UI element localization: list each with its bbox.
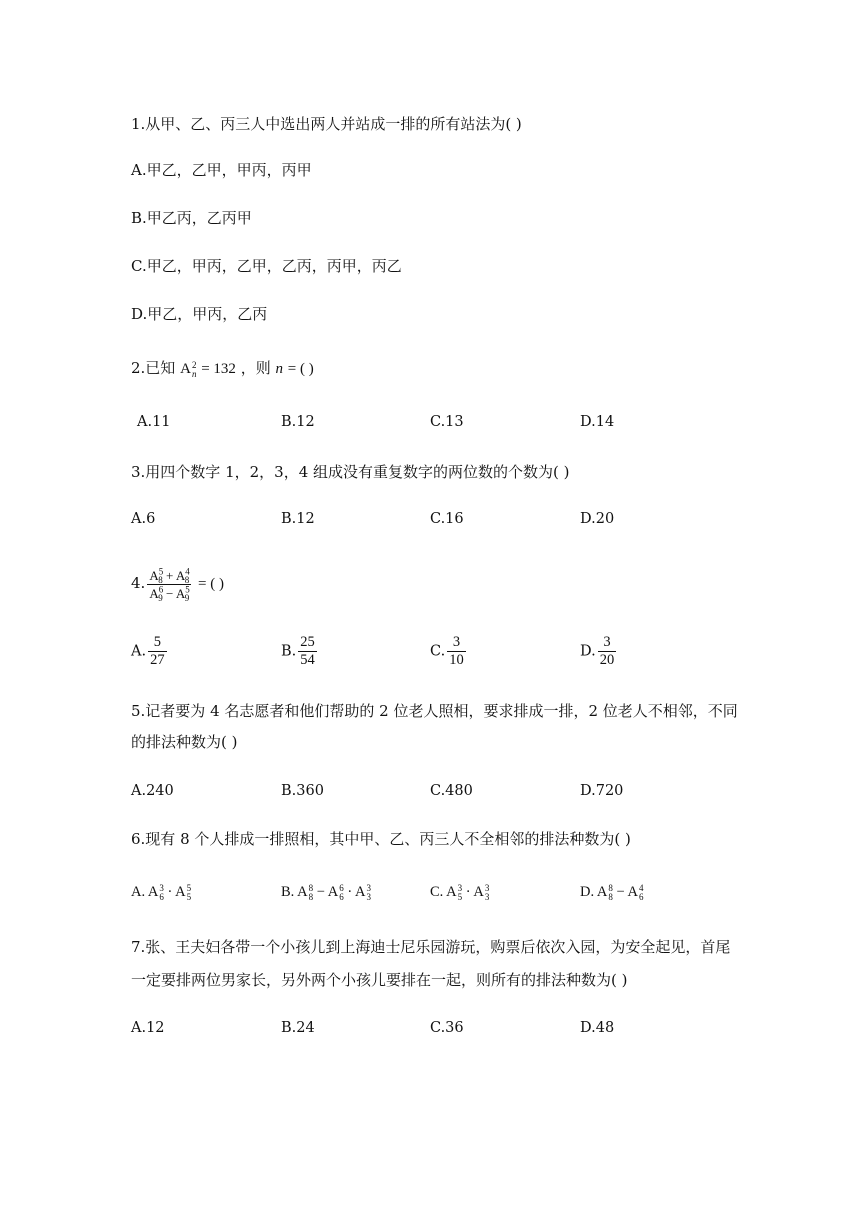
denominator: 54 bbox=[300, 652, 315, 668]
question-7-option-d: D.48 bbox=[580, 1020, 615, 1036]
question-2-option-c: C.13 bbox=[430, 414, 464, 430]
option-label: D. bbox=[580, 884, 595, 900]
question-2-equation: = 132 bbox=[201, 361, 236, 377]
question-6-options bbox=[131, 882, 751, 922]
question-5-option-c: C.480 bbox=[430, 783, 473, 799]
question-4-suffix: = ( ) bbox=[198, 576, 224, 592]
option-label: C. bbox=[430, 643, 446, 660]
question-1-option-b: B.甲乙丙，乙丙甲 bbox=[131, 209, 252, 227]
question-2-suffix: = ( ) bbox=[287, 361, 314, 377]
question-6-option-c: C. A 3 5 · A 3 3 bbox=[430, 882, 490, 902]
denominator: 20 bbox=[599, 652, 615, 668]
question-3-option-a: A.6 bbox=[131, 511, 156, 527]
question-3-stem: 3.用四个数字 1，2，3，4 组成没有重复数字的两位数的个数为( ) bbox=[131, 463, 570, 481]
question-3-option-b: B.12 bbox=[281, 511, 315, 527]
question-5-option-a: A.240 bbox=[131, 783, 174, 799]
question-4-option-b bbox=[281, 634, 319, 669]
numerator: 25 bbox=[300, 634, 315, 650]
question-4-option-a bbox=[131, 634, 169, 669]
denominator: 10 bbox=[449, 652, 464, 668]
question-7-stem-line-2: 一定要排两位男家长，另外两个小孩儿要排在一起，则所有的排法种数为( ) bbox=[131, 971, 628, 989]
question-7-options bbox=[131, 1018, 751, 1058]
question-4-stem bbox=[131, 565, 224, 602]
question-2-prefix: 2.已知 bbox=[131, 359, 176, 377]
option-label: A. bbox=[131, 643, 147, 660]
question-7-option-c: C.36 bbox=[430, 1020, 464, 1036]
question-6-option-d: D. A 8 8 − A 4 6 bbox=[580, 882, 644, 902]
question-1-stem: 1.从甲、乙、丙三人中选出两人并站成一排的所有站法为( ) bbox=[131, 115, 522, 133]
option-label: B. bbox=[281, 643, 297, 660]
question-2-option-b: B.12 bbox=[281, 414, 315, 430]
question-4-option-d bbox=[580, 634, 618, 669]
question-1-option-d: D.甲乙，甲丙，乙丙 bbox=[131, 305, 268, 323]
question-2-mid: ，则 bbox=[240, 359, 271, 377]
denominator: 27 bbox=[150, 652, 165, 668]
question-1-option-c: C.甲乙，甲丙，乙甲，乙丙，丙甲，丙乙 bbox=[131, 257, 402, 275]
question-2-option-d: D.14 bbox=[580, 414, 615, 430]
question-7-stem-line-1: 7.张、王夫妇各带一个小孩儿到上海迪士尼乐园游玩，购票后依次入园，为安全起见，首尾 bbox=[131, 938, 731, 956]
numerator: 3 bbox=[598, 634, 617, 652]
numerator: 5 bbox=[148, 634, 167, 652]
question-7-option-a: A.12 bbox=[131, 1020, 165, 1036]
option-label: D. bbox=[580, 643, 596, 660]
question-2-option-a: A.11 bbox=[137, 414, 171, 430]
question-6-stem: 6.现有 8 个人排成一排照相，其中甲、乙、丙三人不全相邻的排法种数为( ) bbox=[131, 830, 631, 848]
question-4-options bbox=[131, 634, 751, 678]
question-2-variable: n bbox=[275, 361, 284, 377]
option-label: A. bbox=[131, 884, 146, 900]
question-7-option-b: B.24 bbox=[281, 1020, 315, 1036]
question-4-prefix: 4. bbox=[131, 574, 146, 592]
option-label: C. bbox=[430, 884, 444, 900]
question-3-option-c: C.16 bbox=[430, 511, 464, 527]
question-5-stem-line-2: 的排法种数为( ) bbox=[131, 733, 238, 751]
question-5-options bbox=[131, 781, 751, 821]
question-4-option-c bbox=[430, 634, 468, 669]
question-3-option-d: D.20 bbox=[580, 511, 615, 527]
permutation-symbol: A 2 n bbox=[180, 359, 197, 379]
question-6-option-a: A. A 3 6 · A 5 5 bbox=[131, 882, 192, 902]
option-label: B. bbox=[281, 884, 295, 900]
question-3-options bbox=[131, 509, 751, 549]
question-2-stem bbox=[131, 358, 314, 379]
question-1-option-a: A.甲乙，乙甲，甲丙，丙甲 bbox=[131, 161, 312, 179]
question-6-option-b: B. A 8 8 − A 6 6 · A 3 3 bbox=[281, 882, 371, 902]
question-5-option-d: D.720 bbox=[580, 783, 624, 799]
question-2-options bbox=[131, 412, 751, 452]
question-4-fraction: $\frac{A^5_8 + A^4_8}{A^6_9 - A^5_9}$ bbox=[149, 566, 190, 604]
numerator: 3 bbox=[447, 634, 466, 652]
question-5-stem-line-1: 5.记者要为 4 名志愿者和他们帮助的 2 位老人照相，要求排成一排，2 位老人不相邻，不同 bbox=[131, 702, 738, 720]
question-5-option-b: B.360 bbox=[281, 783, 324, 799]
